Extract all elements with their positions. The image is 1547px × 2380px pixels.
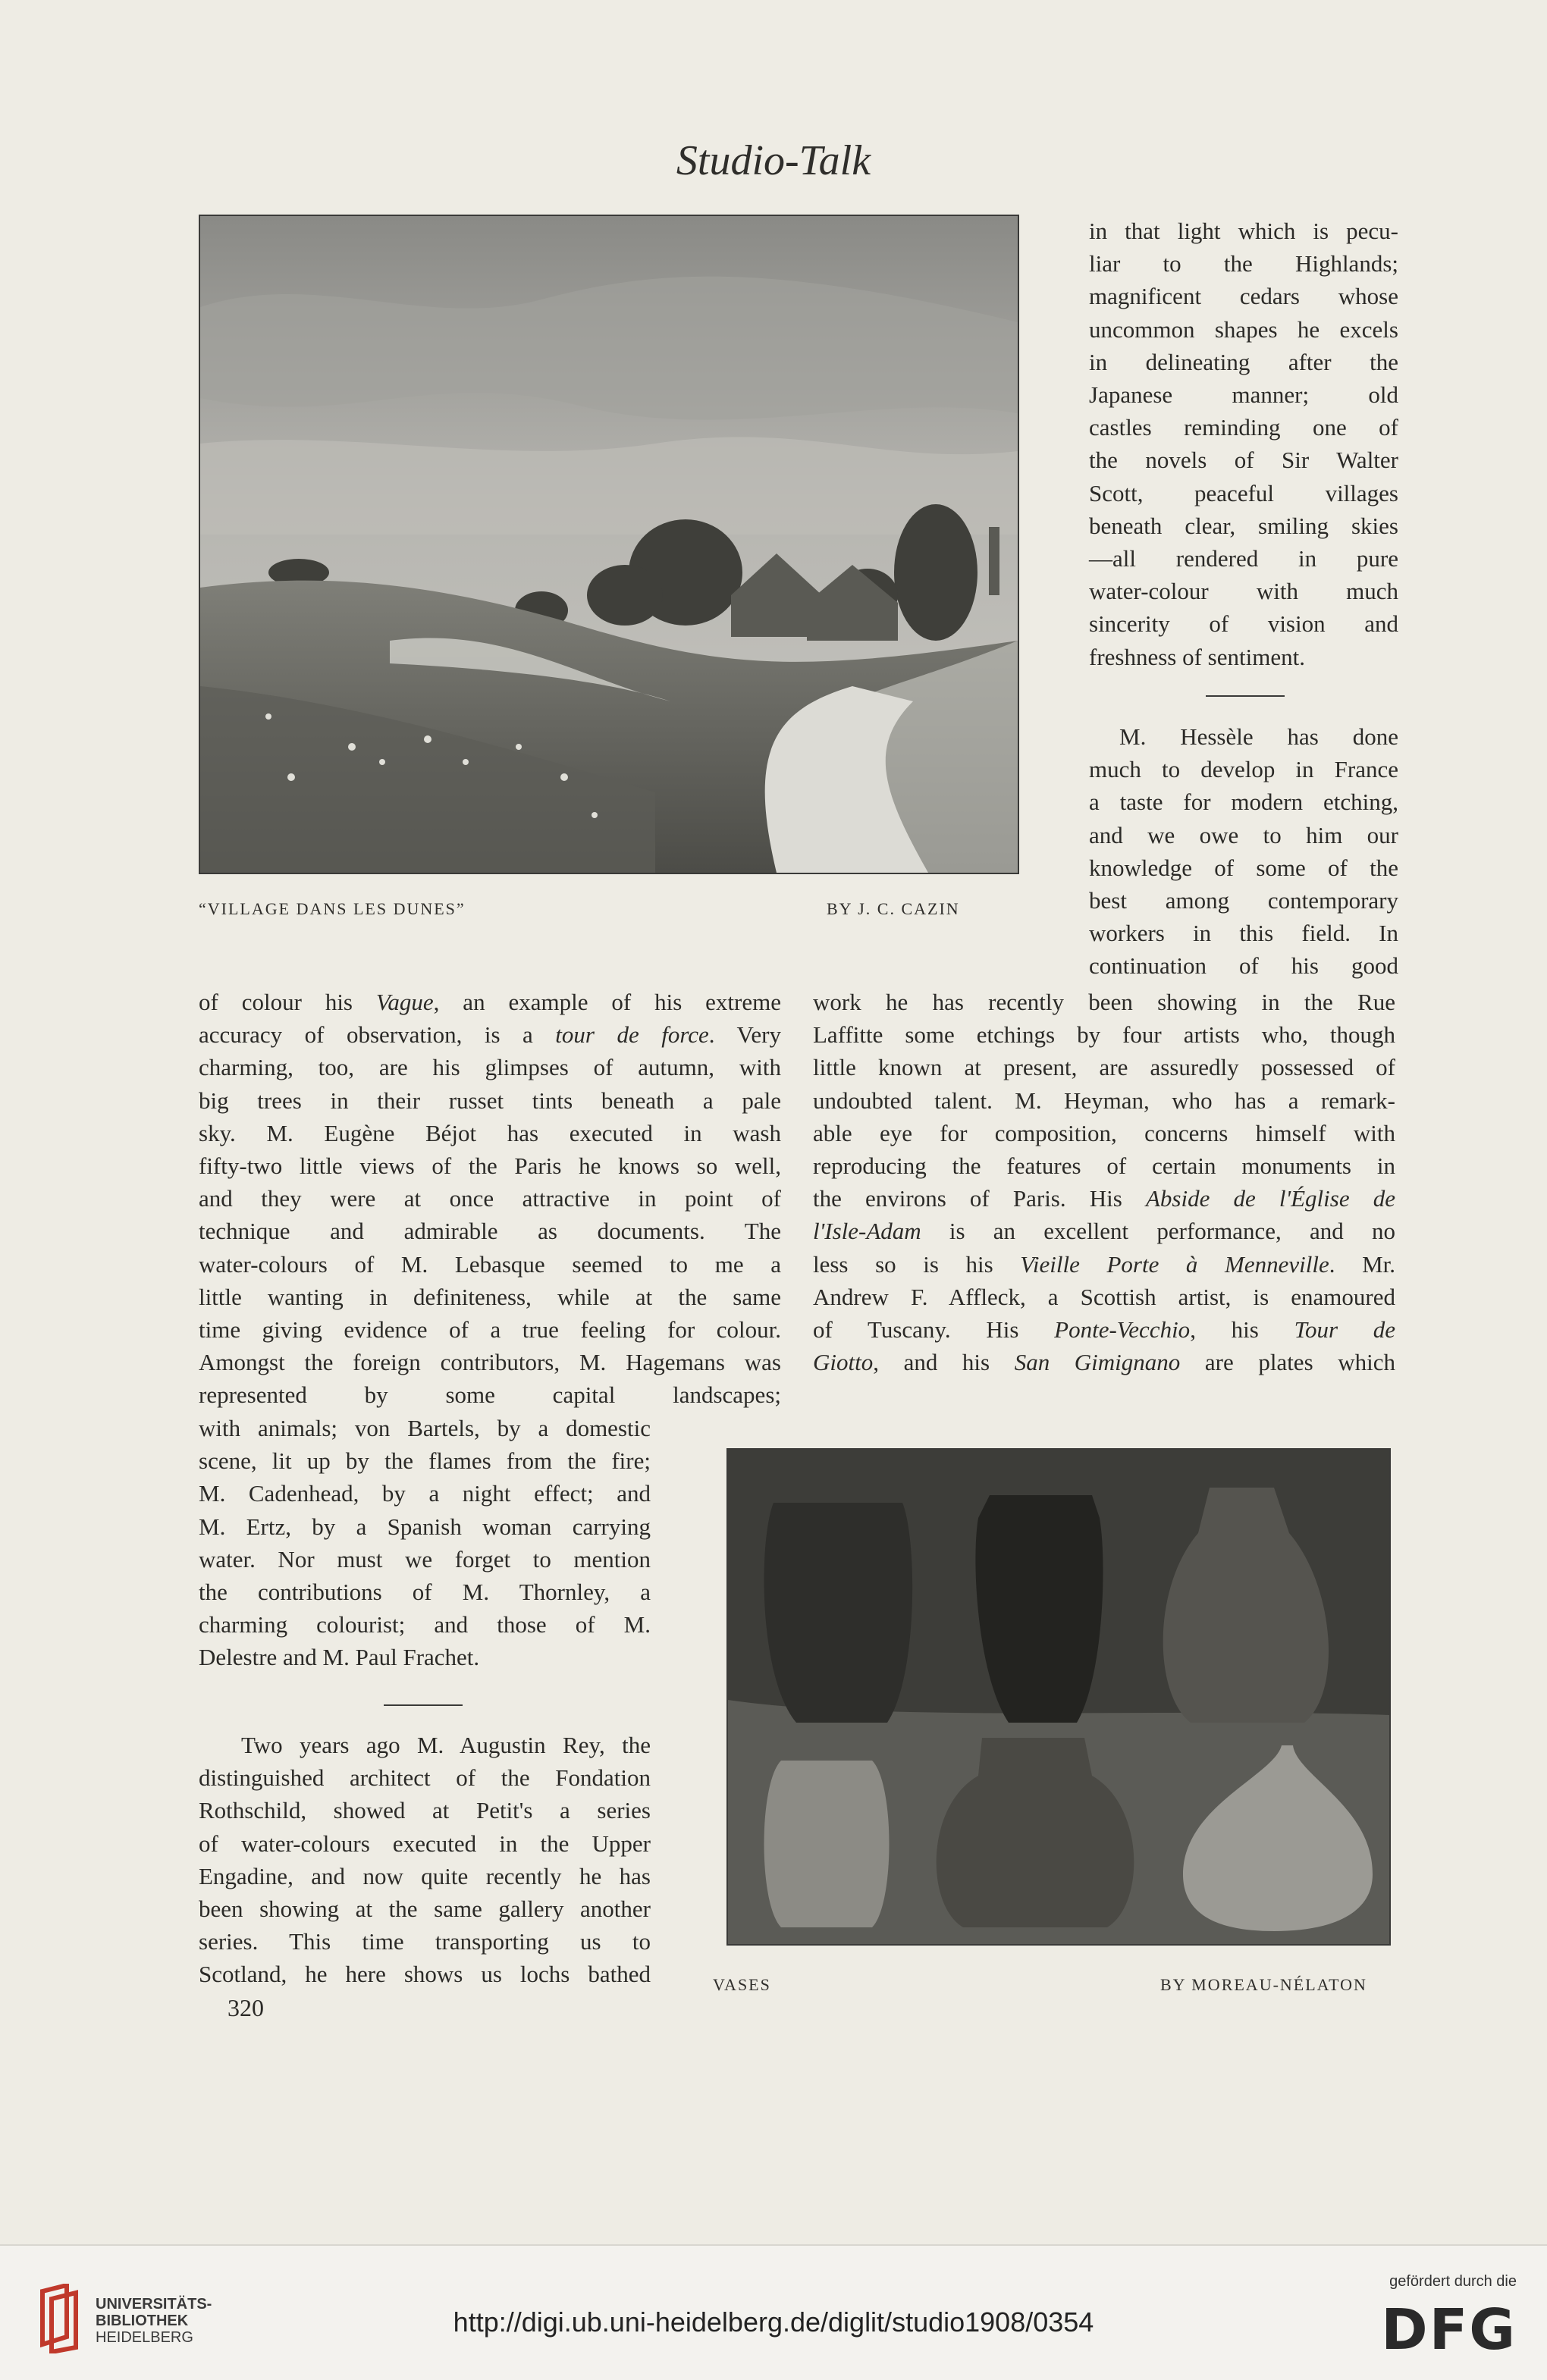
text-line: of colour his Vague, an example of his extreme: [199, 989, 781, 1015]
text-line: technique and admirable as documents. The: [199, 1218, 781, 1245]
text-line: water. Nor must we forget to mention: [199, 1545, 651, 1573]
text-line: magnificent cedars whose: [1089, 283, 1398, 310]
text-line: workers in this field. In: [1089, 920, 1398, 947]
text-line: Giotto, and his San Gimignano are plates which: [813, 1349, 1395, 1376]
left-paragraph-a: [199, 1051, 781, 1411]
text-line: with animals; von Bartels, by a domestic: [199, 1415, 651, 1441]
funded-by-label: gefördert durch die: [1389, 2273, 1517, 2290]
text-line: represented by some capital landscapes;: [199, 1381, 781, 1409]
text-line: M. Cadenhead, by a night effect; and: [199, 1480, 651, 1507]
figure-1-title: “VILLAGE DANS LES DUNES”: [199, 899, 466, 918]
text-line: little known at present, are assuredly possessed of: [813, 1054, 1395, 1081]
text-line: reproducing the features of certain monuments in: [813, 1152, 1395, 1180]
left-paragraph-b: [199, 1412, 651, 1674]
text-line: in delineating after the: [1089, 348, 1398, 375]
left-column-narrow: [199, 1412, 651, 1674]
text-line: sincerity of vision and: [1089, 610, 1398, 638]
right-top-column-2: [1089, 720, 1398, 983]
text-line: time giving evidence of a true feeling for colour.: [199, 1316, 781, 1344]
text-line: series. This time transporting us to: [199, 1928, 651, 1955]
vase-row-bottom: [764, 1738, 1373, 1931]
text-line: knowledge of some of the: [1089, 854, 1398, 881]
text-line: a taste for modern etching,: [1089, 789, 1398, 816]
text-line: continuation of his good: [1089, 952, 1398, 980]
text-line: Japanese manner; old: [1089, 381, 1398, 409]
text-line: able eye for composition, concerns himself with: [813, 1119, 1395, 1146]
rey-paragraph: [199, 1729, 651, 1991]
landscape-illustration: [200, 216, 1018, 873]
text-line: uncommon shapes he excels: [1089, 315, 1398, 343]
text-line: distinguished architect of the Fondation: [199, 1764, 651, 1792]
text-line: M. Hessèle has done: [1119, 723, 1398, 750]
figure-2-credit: BY MOREAU-NÉLATON: [1160, 1975, 1367, 1994]
text-line: Amongst the foreign contributors, M. Hagemans was: [199, 1349, 781, 1376]
vase-row-top: [764, 1488, 1329, 1723]
library-name: UNIVERSITÄTS- BIBLIOTHEK HEIDELBERG: [96, 2296, 212, 2346]
text-line: the novels of Sir Walter: [1089, 447, 1398, 474]
text-line: accuracy of observation, is a tour de force. Very: [199, 1021, 782, 1049]
figure-1-credit: BY J. C. CAZIN: [827, 899, 960, 918]
text-line: freshness of sentiment.: [1089, 643, 1305, 670]
text-line: and they were at once attractive in point of: [199, 1185, 781, 1212]
text-line: much to develop in France: [1089, 756, 1398, 783]
text-line: little wanting in definiteness, while at the same: [199, 1283, 781, 1310]
text-line: castles reminding one of: [1089, 414, 1398, 441]
text-line: big trees in their russet tints beneath a pale: [199, 1087, 781, 1114]
text-line: the environs of Paris. His Abside de l'Église de: [813, 1185, 1395, 1212]
left-column: [199, 986, 781, 1412]
figure-2-title: VASES: [713, 1975, 771, 1994]
text-line: water-colour with much: [1089, 578, 1398, 605]
text-line: Scotland, he here shows us lochs bathed: [199, 1961, 651, 1988]
text-line: scene, lit up by the flames from the fire;: [199, 1447, 651, 1475]
left-column-narrow-2: [199, 1729, 651, 1991]
vases-illustration: [728, 1450, 1389, 1944]
text-line: water-colours of M. Lebasque seemed to me a: [199, 1250, 781, 1278]
figure-vases: [726, 1448, 1391, 1946]
text-line: M. Ertz, by a Spanish woman carrying: [199, 1513, 651, 1540]
right-column: [813, 986, 1395, 1378]
hessele-paragraph: [1089, 720, 1398, 983]
text-line: undoubted talent. M. Heyman, who has a remark-: [813, 1087, 1395, 1114]
text-line: l'Isle-Adam is an excellent performance, and no: [813, 1218, 1395, 1245]
section-rule-1: [1206, 695, 1285, 697]
right-top-paragraph: [1089, 215, 1398, 673]
figure-village-dans-les-dunes: [199, 215, 1019, 874]
text-line: of water-colours executed in the Upper: [199, 1830, 651, 1857]
page-number: 320: [228, 1994, 264, 2021]
text-line: —all rendered in pure: [1089, 545, 1398, 572]
text-line: best among contemporary: [1089, 887, 1398, 914]
section-rule-2: [384, 1704, 463, 1706]
text-line: the contributions of M. Thornley, a: [199, 1579, 651, 1606]
text-line: Two years ago M. Augustin Rey, the: [241, 1732, 651, 1758]
text-line: been showing at the same gallery another: [199, 1896, 651, 1923]
digitization-footer: [0, 2244, 1547, 2380]
text-line: charming, too, are his glimpses of autumn, with: [199, 1054, 781, 1081]
dfg-logo: DFG: [1381, 2297, 1517, 2363]
text-line: sky. M. Eugène Béjot has executed in wash: [199, 1119, 781, 1146]
source-url-link[interactable]: http://digi.ub.uni-heidelberg.de/diglit/studio1908/0354: [453, 2306, 1094, 2338]
text-line: Andrew F. Affleck, a Scottish artist, is enamoured: [813, 1283, 1395, 1310]
text-line: Laffitte some etchings by four artists who, though: [813, 1021, 1395, 1049]
text-line: charming colourist; and those of M.: [199, 1611, 651, 1638]
text-line: Scott, peaceful villages: [1089, 479, 1398, 506]
text-line: Rothschild, showed at Petit's a series: [199, 1797, 651, 1824]
right-top-column: [1089, 215, 1398, 673]
text-line: liar to the Highlands;: [1089, 250, 1398, 278]
text-line: in that light which is pecu-: [1089, 218, 1398, 244]
text-line: beneath clear, smiling skies: [1089, 512, 1398, 539]
text-line: of Tuscany. His Ponte-Vecchio, his Tour de: [813, 1316, 1395, 1344]
text-line: Engadine, and now quite recently he has: [199, 1862, 651, 1889]
text-line: less so is his Vieille Porte à Menneville. Mr.: [813, 1250, 1395, 1278]
running-head: Studio-Talk: [676, 137, 871, 184]
text-line: and we owe to him our: [1089, 821, 1398, 848]
text-line: fifty-two little views of the Paris he knows so well,: [199, 1152, 781, 1180]
text-line: Delestre and M. Paul Frachet.: [199, 1644, 480, 1671]
text-line: work he has recently been showing in the Rue: [813, 989, 1395, 1015]
